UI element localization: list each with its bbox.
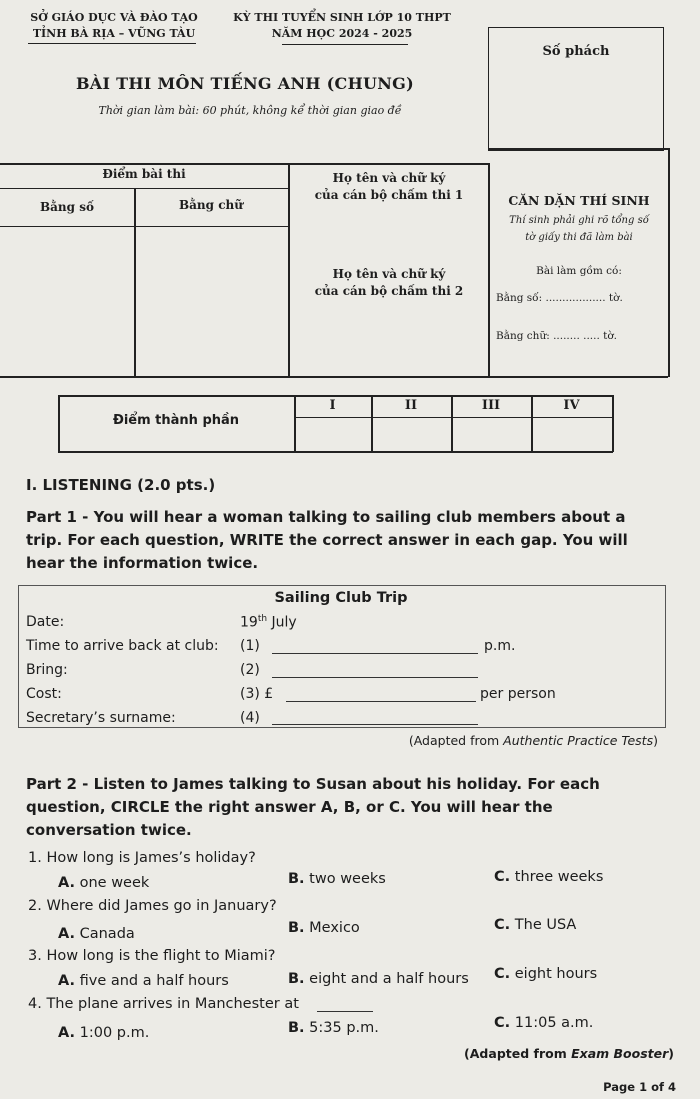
column-ii: II: [404, 398, 418, 413]
so-phach-label: Số phách: [542, 44, 610, 59]
question-1: 1. How long is James’s holiday?: [28, 850, 256, 866]
q3-b-letter: B.: [288, 971, 305, 987]
q2-b-text: Mexico: [309, 920, 360, 936]
date-suffix: th: [257, 614, 268, 624]
page-subtitle: Thời gian làm bài: 60 phút, không kể thời gian giao đề: [98, 104, 402, 117]
q3-a-letter: A.: [58, 973, 75, 989]
source-2-suffix: ): [668, 1046, 674, 1061]
note-line-5: Bằng chữ: ........ ..... tờ.: [496, 330, 618, 342]
q3-option-c[interactable]: [494, 966, 597, 982]
part-1-instructions: [26, 506, 662, 575]
q1-option-b[interactable]: [288, 871, 386, 887]
date-day: 19: [240, 614, 258, 631]
source-2-title: Exam Booster: [571, 1046, 669, 1061]
q3-c-text: eight hours: [514, 966, 598, 982]
page-number: Page 1 of 4: [603, 1080, 676, 1094]
part-1-line-1: Part 1 - You will hear a woman talking to sailing club members about a: [26, 508, 626, 526]
q4-b-text: 5:35 p.m.: [309, 1020, 379, 1036]
q2-a-text: Canada: [79, 926, 135, 942]
q1-option-a[interactable]: [58, 875, 149, 891]
grader-1-label: [290, 170, 488, 204]
row-cost-unit: per person: [480, 686, 556, 702]
q3-c-letter: C.: [494, 966, 511, 982]
q4-a-letter: A.: [58, 1025, 75, 1041]
q1-a-letter: A.: [58, 875, 75, 891]
row-time-num: (1): [240, 638, 260, 654]
row-date-label: Date:: [26, 614, 65, 630]
note-line-1: Thí sinh phải ghi rõ tổng số: [509, 215, 649, 226]
q2-b-letter: B.: [288, 920, 305, 936]
q1-b-letter: B.: [288, 871, 305, 887]
component-score-label: Điểm thành phần: [112, 413, 240, 428]
q4-c-text: 11:05 a.m.: [514, 1015, 594, 1031]
column-iv: IV: [563, 398, 580, 413]
question-2: 2. Where did James go in January?: [28, 898, 277, 914]
row-cost-label: Cost:: [26, 686, 62, 702]
so-phach-box: [488, 27, 664, 151]
source-1-title: Authentic Practice Tests: [503, 733, 654, 748]
q2-option-a[interactable]: [58, 926, 135, 942]
row-time-unit: p.m.: [484, 638, 516, 654]
q4-blank-line: [317, 1011, 373, 1012]
note-line-2: tờ giấy thi đã làm bài: [525, 232, 633, 243]
grader-2-line-2: của cán bộ chấm thi 2: [314, 284, 464, 298]
exam-heading: [230, 10, 454, 42]
gap-1-line: [272, 653, 478, 654]
part-2-line-2: question, CIRCLE the right answer A, B, or C. You will hear the: [26, 798, 553, 816]
sailing-club-box: [18, 585, 666, 728]
diem-bai-thi-label: Điểm bài thi: [102, 167, 186, 181]
q4-option-a[interactable]: [58, 1025, 149, 1041]
department-heading: [26, 10, 202, 42]
department-line-2: TỈNH BÀ RỊA – VŨNG TÀU: [32, 27, 196, 40]
q1-c-letter: C.: [494, 869, 511, 885]
listening-section-title: I. LISTENING (2.0 pts.): [26, 476, 216, 494]
source-1-prefix: (Adapted from: [408, 733, 504, 748]
page-title: BÀI THI MÔN TIẾNG ANH (CHUNG): [75, 74, 415, 93]
gap-2-line: [272, 677, 478, 678]
row-bring-num: (2): [240, 662, 260, 678]
row-date-value: [240, 614, 297, 631]
note-line-4: Bằng số: .................. tờ.: [496, 292, 623, 304]
q2-a-letter: A.: [58, 926, 75, 942]
source-2: [464, 1046, 674, 1061]
note-instructions: [490, 212, 668, 246]
q3-option-a[interactable]: [58, 973, 229, 989]
sailing-box-title: Sailing Club Trip: [274, 590, 408, 606]
q4-option-c[interactable]: [494, 1015, 593, 1031]
exam-line-1: KỲ THI TUYỂN SINH LỚP 10 THPT: [233, 11, 451, 24]
q2-c-letter: C.: [494, 917, 511, 933]
bang-chu-label: Bằng chữ: [179, 198, 243, 212]
q1-option-c[interactable]: [494, 869, 603, 885]
grader-2-label: [290, 266, 488, 300]
grader-2-line-1: Họ tên và chữ ký: [332, 267, 446, 281]
q1-b-text: two weeks: [309, 871, 386, 887]
date-month: July: [267, 614, 297, 631]
question-3: 3. How long is the flight to Miami?: [28, 948, 276, 964]
department-underline: [28, 43, 196, 44]
q2-option-c[interactable]: [494, 917, 576, 933]
part-2-instructions: [26, 773, 662, 842]
part-1-line-2: trip. For each question, WRITE the correct answer in each gap. You will: [26, 531, 628, 549]
bang-so-label: Bằng số: [40, 200, 94, 214]
source-1: [409, 733, 658, 748]
row-surname-label: Secretary’s surname:: [26, 710, 176, 726]
source-1-suffix: ): [653, 733, 658, 748]
q1-c-text: three weeks: [514, 869, 604, 885]
row-cost-num: (3) £: [240, 686, 274, 702]
gap-4-line: [272, 724, 478, 725]
exam-underline: [282, 44, 408, 45]
part-2-line-3: conversation twice.: [26, 821, 192, 839]
source-2-prefix: (Adapted from: [464, 1046, 572, 1061]
row-time-label: Time to arrive back at club:: [26, 638, 219, 654]
note-title: CĂN DẶN THÍ SINH: [508, 193, 650, 208]
grader-1-line-2: của cán bộ chấm thi 1: [314, 188, 464, 202]
row-surname-num: (4): [240, 710, 260, 726]
q4-a-text: 1:00 p.m.: [79, 1025, 150, 1041]
q2-option-b[interactable]: [288, 920, 360, 936]
column-iii: III: [481, 398, 501, 413]
question-4: 4. The plane arrives in Manchester at: [28, 996, 299, 1012]
part-1-line-3: hear the information twice.: [26, 554, 259, 572]
note-line-3: Bài làm gồm có:: [536, 265, 622, 277]
q3-b-text: eight and a half hours: [309, 971, 469, 987]
grader-1-line-1: Họ tên và chữ ký: [332, 171, 446, 185]
gap-3-line: [286, 701, 476, 702]
row-bring-label: Bring:: [26, 662, 68, 678]
part-2-line-1: Part 2 - Listen to James talking to Susan about his holiday. For each: [26, 775, 600, 793]
q1-a-text: one week: [79, 875, 150, 891]
q3-a-text: five and a half hours: [79, 973, 229, 989]
column-i: I: [329, 398, 336, 413]
q4-option-b[interactable]: [288, 1020, 379, 1036]
exam-line-2: NĂM HỌC 2024 - 2025: [271, 27, 413, 40]
q3-option-b[interactable]: [288, 971, 469, 987]
q2-c-text: The USA: [514, 917, 577, 933]
department-line-1: SỞ GIÁO DỤC VÀ ĐÀO TẠO: [30, 11, 198, 24]
q4-b-letter: B.: [288, 1020, 305, 1036]
q4-c-letter: C.: [494, 1015, 511, 1031]
